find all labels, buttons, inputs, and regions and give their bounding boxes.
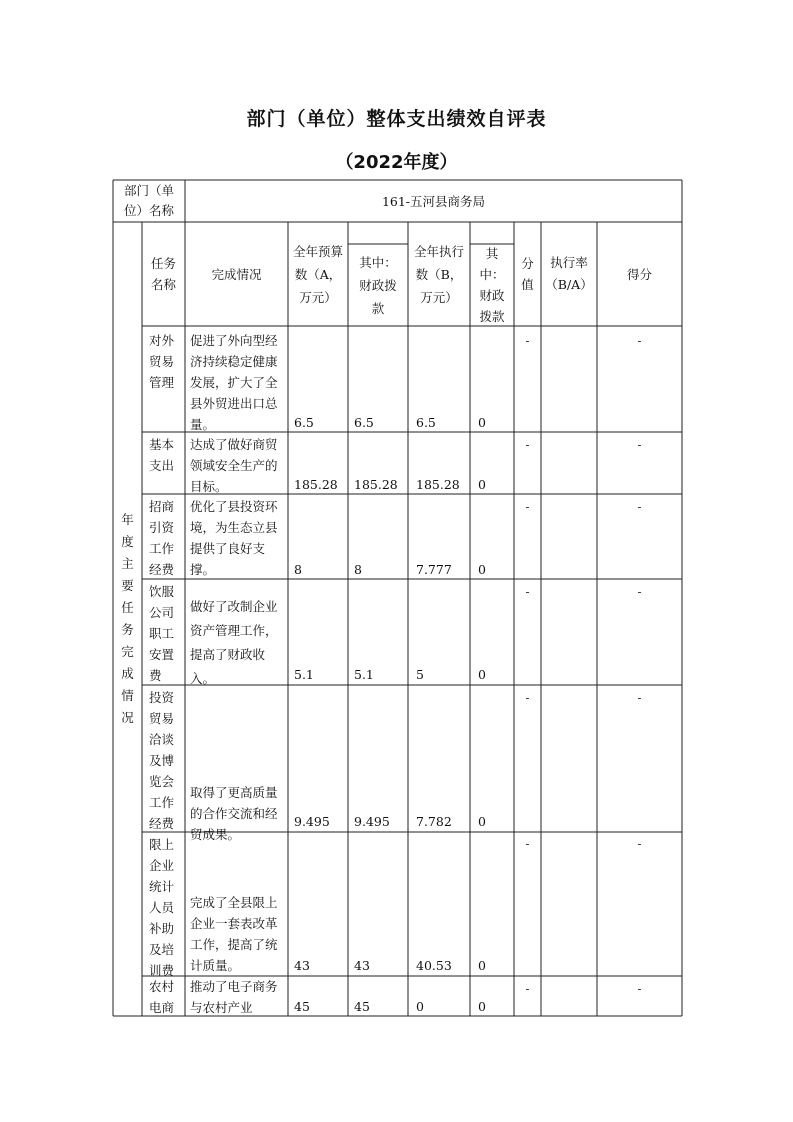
row-score-value: -: [525, 333, 530, 348]
row-exec-fin: 0: [478, 477, 486, 492]
row-score-value: -: [525, 584, 530, 599]
header-exec-text: 全年执行数（B，万元）: [413, 243, 464, 305]
row-status: [185, 579, 288, 685]
row-task: [142, 832, 185, 976]
row-score: -: [637, 981, 642, 996]
header-task: [142, 222, 185, 326]
row-status: [185, 494, 288, 579]
row-score-value: -: [525, 437, 530, 452]
row-task-text: 基本支出: [149, 437, 175, 473]
row-status: [185, 685, 288, 842]
row-score: -: [637, 499, 642, 514]
row-budget: 43: [294, 958, 310, 973]
header-exec-sub-text: 其中：财政拨款: [479, 246, 505, 324]
page-subtitle: （2022年度）: [335, 152, 458, 173]
row-exec: 40.53: [416, 958, 452, 973]
row-status-text: 取得了更高质量的合作交流和经贸成果。: [190, 785, 278, 842]
row-exec: 0: [416, 999, 424, 1014]
row-exec-fin: 0: [478, 667, 486, 682]
row-budget-fin: 45: [354, 999, 370, 1014]
row-task: [142, 976, 185, 1016]
row-score: -: [637, 437, 642, 452]
row-budget: 5.1: [294, 667, 314, 682]
row-status: [185, 832, 288, 976]
header-budget: [288, 222, 348, 326]
row-task: [142, 432, 185, 494]
row-task-text: 饮服公司职工安置费: [149, 584, 175, 683]
header-score-value-text: 分值: [521, 256, 534, 292]
row-budget-fin: 6.5: [354, 415, 374, 430]
row-exec-fin: 0: [478, 958, 486, 973]
row-exec-fin: 0: [478, 415, 486, 430]
row-status-text: 推动了电子商务与农村产业: [190, 979, 278, 1015]
header-budget-text: 全年预算数（A，万元）: [292, 243, 343, 305]
row-status-text: 完成了全县限上企业一套表改革工作，提高了统计质量。: [190, 895, 278, 973]
header-status: [185, 222, 288, 326]
row-task: [142, 685, 185, 832]
row-budget-fin: 185.28: [354, 477, 398, 492]
row-score-value: -: [525, 836, 530, 851]
row-budget-fin: 8: [354, 562, 362, 577]
header-task-text: 任务名称: [150, 256, 176, 292]
page-title: 部门（单位）整体支出绩效自评表: [246, 108, 547, 130]
row-status: [185, 432, 288, 494]
section-label: [113, 222, 142, 1016]
row-task: [142, 326, 185, 432]
row-task: [142, 579, 185, 685]
row-budget-fin: 43: [354, 958, 370, 973]
row-task: [142, 494, 185, 579]
dept-name-text: 161-五河县商务局: [381, 193, 486, 209]
header-score: [597, 222, 682, 326]
row-budget-fin: 5.1: [354, 667, 374, 682]
header-exec: [408, 222, 470, 326]
row-exec: 5: [416, 667, 424, 682]
row-score: -: [637, 584, 642, 599]
row-task-text: 投资贸易洽谈及博览会工作经费: [149, 690, 175, 831]
header-exec-sub: [470, 244, 514, 326]
row-status-text: 优化了县投资环境，为生态立县提供了良好支撑。: [190, 499, 278, 577]
row-budget: 9.495: [294, 814, 330, 829]
dept-name: [185, 180, 682, 222]
dept-label: [113, 180, 185, 222]
row-score: -: [637, 690, 642, 705]
row-score-value: -: [525, 499, 530, 514]
row-status: [185, 976, 288, 1016]
row-status-text: 促进了外向型经济持续稳定健康发展，扩大了全县外贸进出口总量。: [190, 333, 278, 432]
row-status: [185, 326, 288, 432]
header-rate-text: 执行率（B/A）: [545, 255, 593, 292]
row-task-text: 农村电商: [149, 979, 175, 1015]
header-status-text: 完成情况: [211, 266, 262, 282]
header-score-text: 得分: [626, 266, 652, 282]
row-exec-fin: 0: [478, 999, 486, 1014]
row-task-text: 招商引资工作经费: [149, 499, 175, 577]
row-exec: 7.777: [416, 562, 452, 577]
header-rate: [541, 222, 597, 326]
header-budget-sub-text: 其中：财政拨款: [359, 254, 397, 316]
row-score-value: -: [525, 981, 530, 996]
row-budget-fin: 9.495: [354, 814, 390, 829]
row-budget: 8: [294, 562, 302, 577]
row-task-text: 对外贸易管理: [149, 333, 175, 390]
dept-label-text: 部门（单位）名称: [123, 183, 174, 218]
header-score-value: [514, 222, 541, 326]
row-task-text: 限上企业统计人员补助及培训费: [149, 837, 175, 978]
row-status-text: 做好了改制企业资产管理工作，提高了财政收入。: [190, 599, 278, 686]
row-exec: 7.782: [416, 814, 452, 829]
row-exec-fin: 0: [478, 814, 486, 829]
row-budget: 6.5: [294, 415, 314, 430]
row-status-text: 达成了做好商贸领域安全生产的目标。: [190, 437, 278, 494]
header-budget-sub: [348, 244, 408, 326]
row-score: -: [637, 333, 642, 348]
section-label-text: 年度主要任务完成情况: [121, 512, 134, 725]
row-score-value: -: [525, 690, 530, 705]
row-score: -: [637, 836, 642, 851]
row-budget: 45: [294, 999, 310, 1014]
row-exec: 6.5: [416, 415, 436, 430]
row-budget: 185.28: [294, 477, 338, 492]
row-exec-fin: 0: [478, 562, 486, 577]
row-exec: 185.28: [416, 477, 460, 492]
